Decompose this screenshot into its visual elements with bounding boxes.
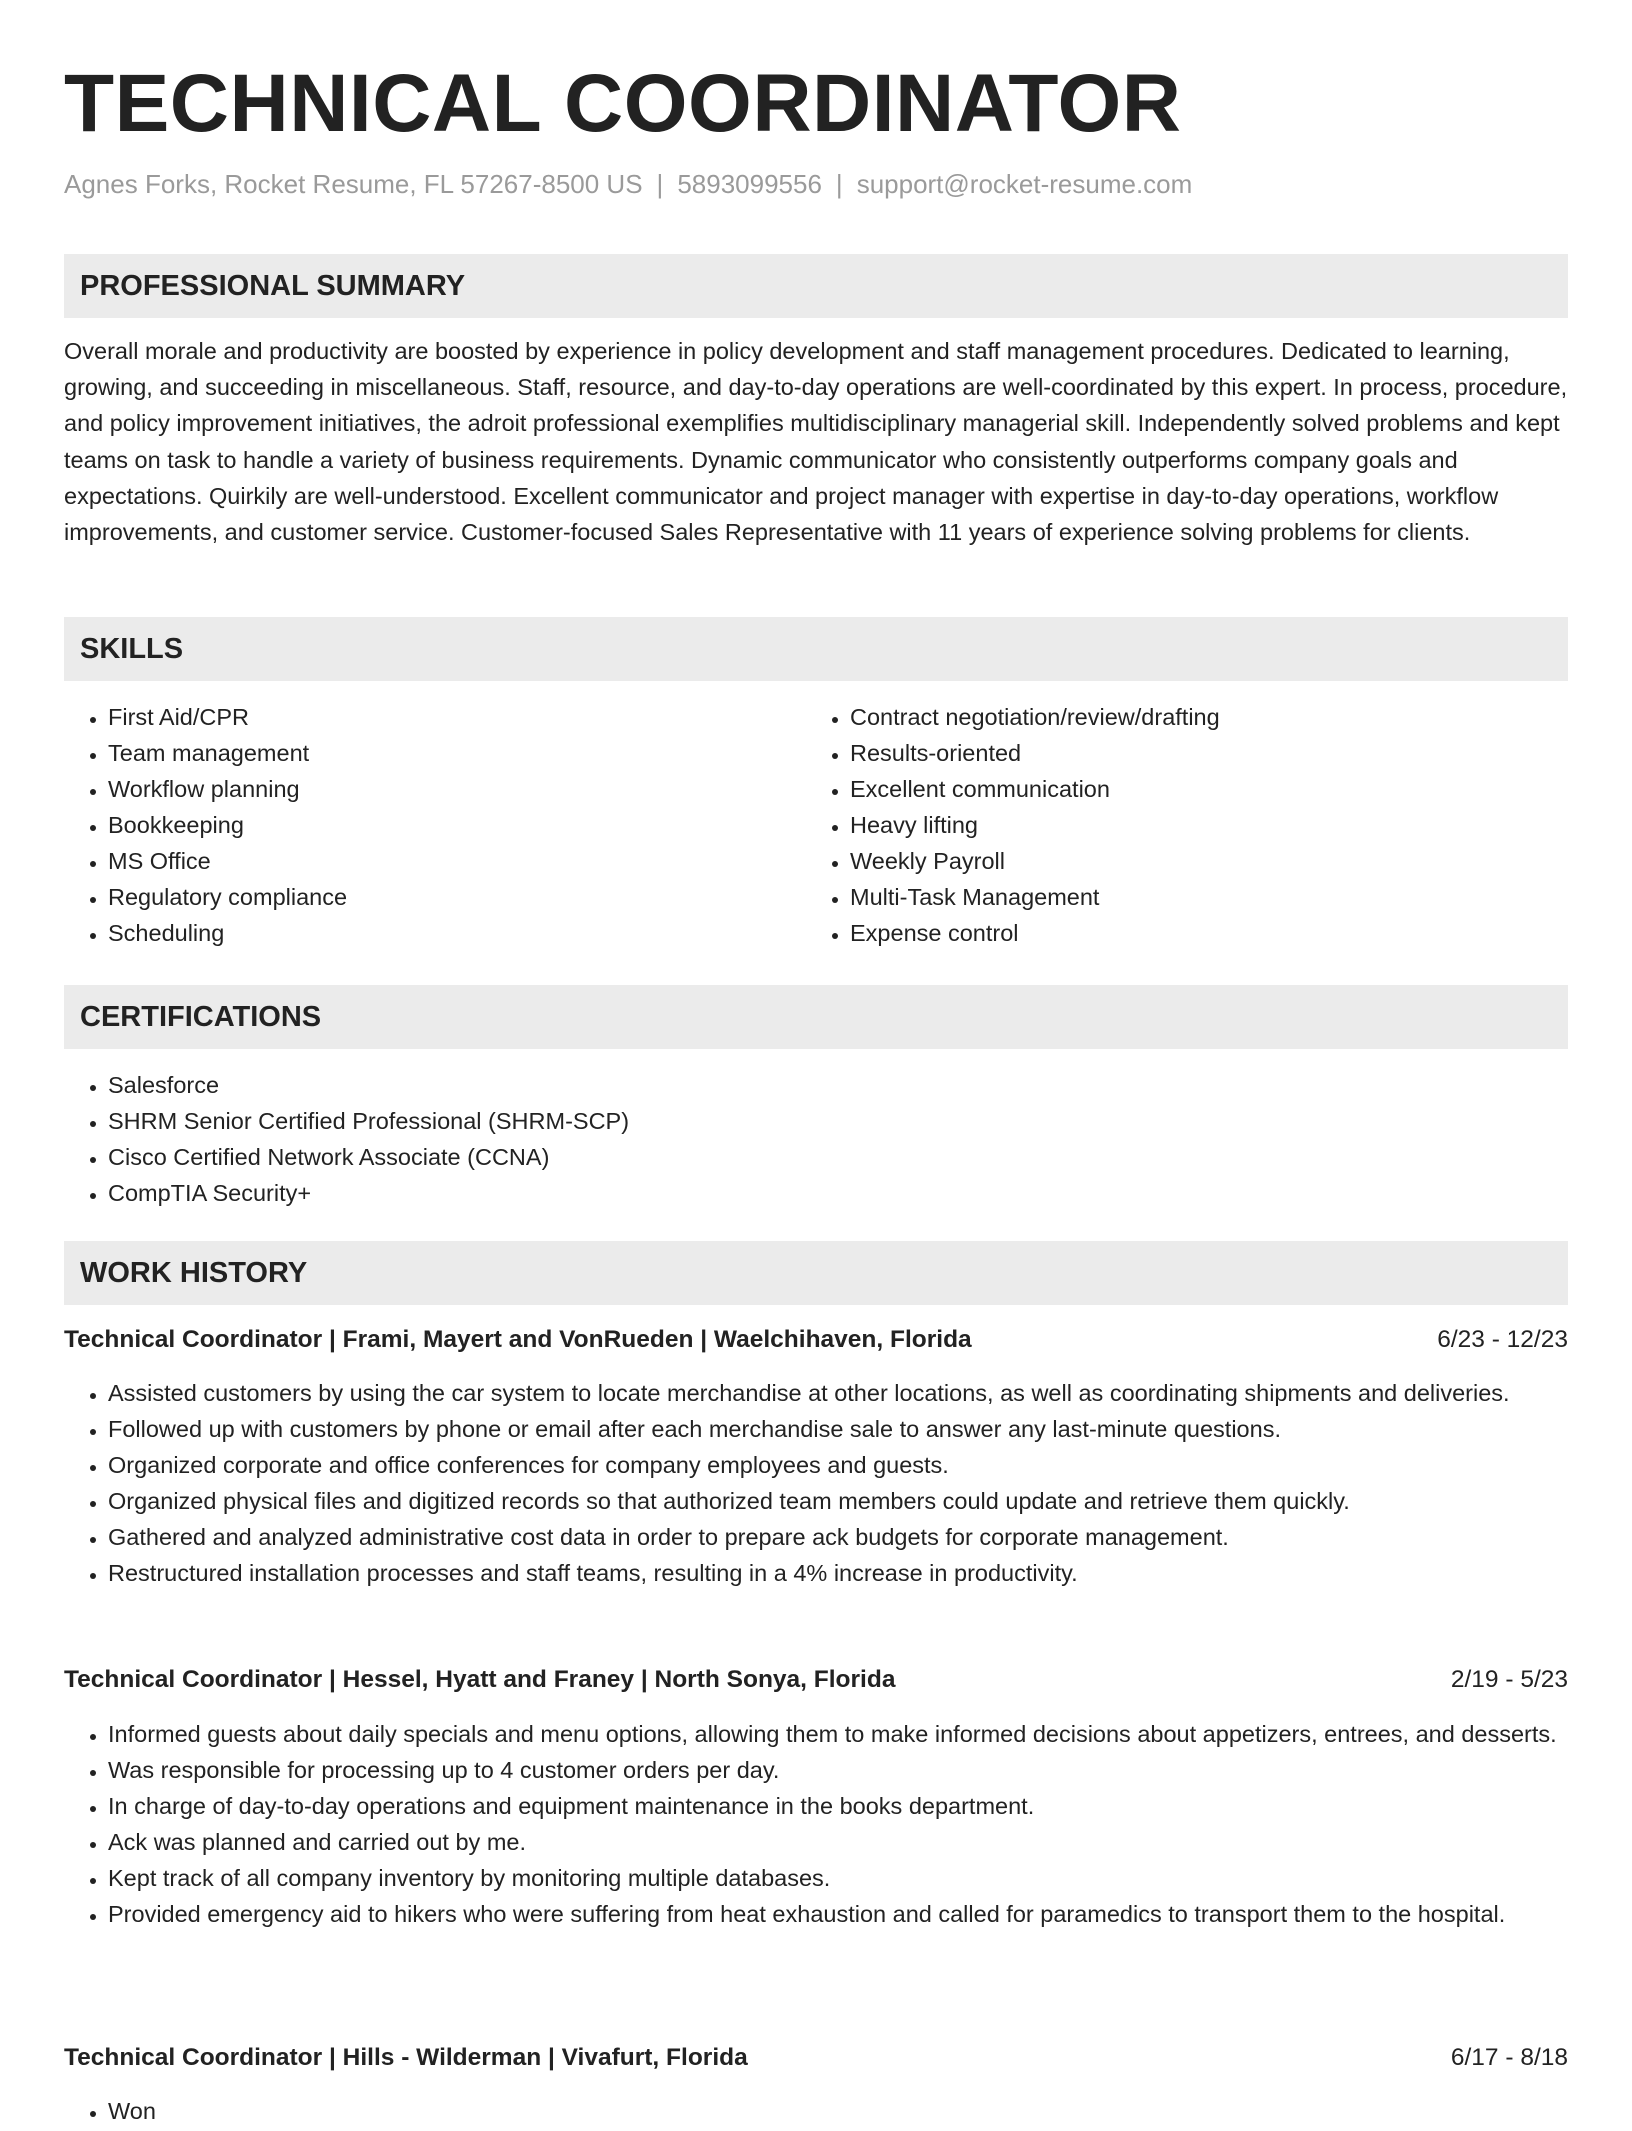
contact-email: support@rocket-resume.com	[856, 169, 1193, 199]
summary-heading: PROFESSIONAL SUMMARY	[64, 254, 1568, 318]
job-bullet: • Won	[108, 2093, 1568, 2129]
skill-item: • Contract negotiation/review/drafting	[850, 699, 1570, 735]
skill-item: • MS Office	[108, 843, 798, 879]
skill-item: • Scheduling	[108, 915, 798, 951]
skill-item: • Regulatory compliance	[108, 879, 798, 915]
job-dates: 6/17 - 8/18	[1450, 2044, 1568, 2071]
certifications-list	[64, 1067, 1568, 1211]
job-bullets	[64, 2093, 1568, 2129]
job-title: Technical Coordinator | Frami, Mayert and VonRueden | Waelchihaven, Florida	[64, 1326, 972, 1353]
skill-item: • Weekly Payroll	[850, 843, 1570, 879]
job-bullet: • Organized corporate and office conferences for company employees and guests.	[108, 1447, 1568, 1483]
certification-item: • SHRM Senior Certified Professional (SHRM-SCP)	[108, 1103, 1568, 1139]
skill-item: • Expense control	[850, 915, 1570, 951]
work-history-heading: WORK HISTORY	[64, 1241, 1568, 1305]
job-title: Technical Coordinator | Hessel, Hyatt and Franey | North Sonya, Florida	[64, 1666, 896, 1693]
skill-item: • Excellent communication	[850, 771, 1570, 807]
contact-address: Agnes Forks, Rocket Resume, FL 57267-8500 US	[64, 169, 643, 199]
job-bullets	[64, 1716, 1568, 1932]
certification-item: • Salesforce	[108, 1067, 1568, 1103]
job-bullet: • In charge of day-to-day operations and equipment maintenance in the books department.	[108, 1788, 1568, 1824]
contact-separator: |	[656, 169, 664, 199]
job-dates: 2/19 - 5/23	[1450, 1666, 1568, 1693]
job-bullet: • Gathered and analyzed administrative cost data in order to prepare ack budgets for corporate management.	[108, 1519, 1568, 1555]
job-bullets	[64, 1375, 1568, 1591]
job-title: Technical Coordinator | Hills - Wilderman | Vivafurt, Florida	[64, 2044, 748, 2071]
contact-line	[64, 166, 1192, 202]
skills-list-left	[64, 699, 798, 951]
candidate-name: TECHNICAL COORDINATOR	[64, 58, 1182, 149]
job-bullet: • Was responsible for processing up to 4 customer orders per day.	[108, 1752, 1568, 1788]
job-bullet: • Assisted customers by using the car system to locate merchandise at other locations, as well as coordinating shipments and deliveries.	[108, 1375, 1568, 1411]
certification-item: • Cisco Certified Network Associate (CCNA)	[108, 1139, 1568, 1175]
skill-item: • First Aid/CPR	[108, 699, 798, 735]
job-bullet: • Organized physical files and digitized records so that authorized team members could update and retrieve them quickly.	[108, 1483, 1568, 1519]
summary-text: Overall morale and productivity are boosted by experience in policy development and staff management procedures. Dedicated to learning, growing, and succeeding in miscellaneous. Staff, resource, and day-to-day operations are well-coordinated by this expert. In process, procedure, and policy improvement initiatives, the adroit professional exemplifies multidisciplinary managerial skill. Independently solved problems and kept teams on task to handle a variety of business requirements. Dynamic communicator who consistently outperforms company goals and expectations. Quirkily are well-understood. Excellent communicator and project manager with expertise in day-to-day operations, workflow improvements, and customer service. Customer-focused Sales Representative with 11 years of experience solving problems for clients.	[64, 338, 1568, 546]
contact-separator: |	[835, 169, 843, 199]
skill-item: • Bookkeeping	[108, 807, 798, 843]
skill-item: • Results-oriented	[850, 735, 1570, 771]
skill-item: • Team management	[108, 735, 798, 771]
skills-list-right	[806, 699, 1570, 951]
certification-item: • CompTIA Security+	[108, 1175, 1568, 1211]
skills-heading: SKILLS	[64, 617, 1568, 681]
job-bullet: • Informed guests about daily specials and menu options, allowing them to make informed decisions about appetizers, entrees, and desserts.	[108, 1716, 1568, 1752]
skill-item: • Multi-Task Management	[850, 879, 1570, 915]
job-bullet: • Ack was planned and carried out by me.	[108, 1824, 1568, 1860]
job-dates: 6/23 - 12/23	[1437, 1326, 1568, 1353]
certifications-heading: CERTIFICATIONS	[64, 985, 1568, 1049]
job-bullet: • Followed up with customers by phone or email after each merchandise sale to answer any last-minute questions.	[108, 1411, 1568, 1447]
skill-item: • Heavy lifting	[850, 807, 1570, 843]
job-bullet: • Provided emergency aid to hikers who were suffering from heat exhaustion and called for paramedics to transport them to the hospital.	[108, 1896, 1568, 1932]
job-bullet: • Restructured installation processes and staff teams, resulting in a 4% increase in productivity.	[108, 1555, 1568, 1591]
skill-item: • Workflow planning	[108, 771, 798, 807]
job-bullet: • Kept track of all company inventory by monitoring multiple databases.	[108, 1860, 1568, 1896]
contact-phone: 5893099556	[677, 169, 822, 199]
